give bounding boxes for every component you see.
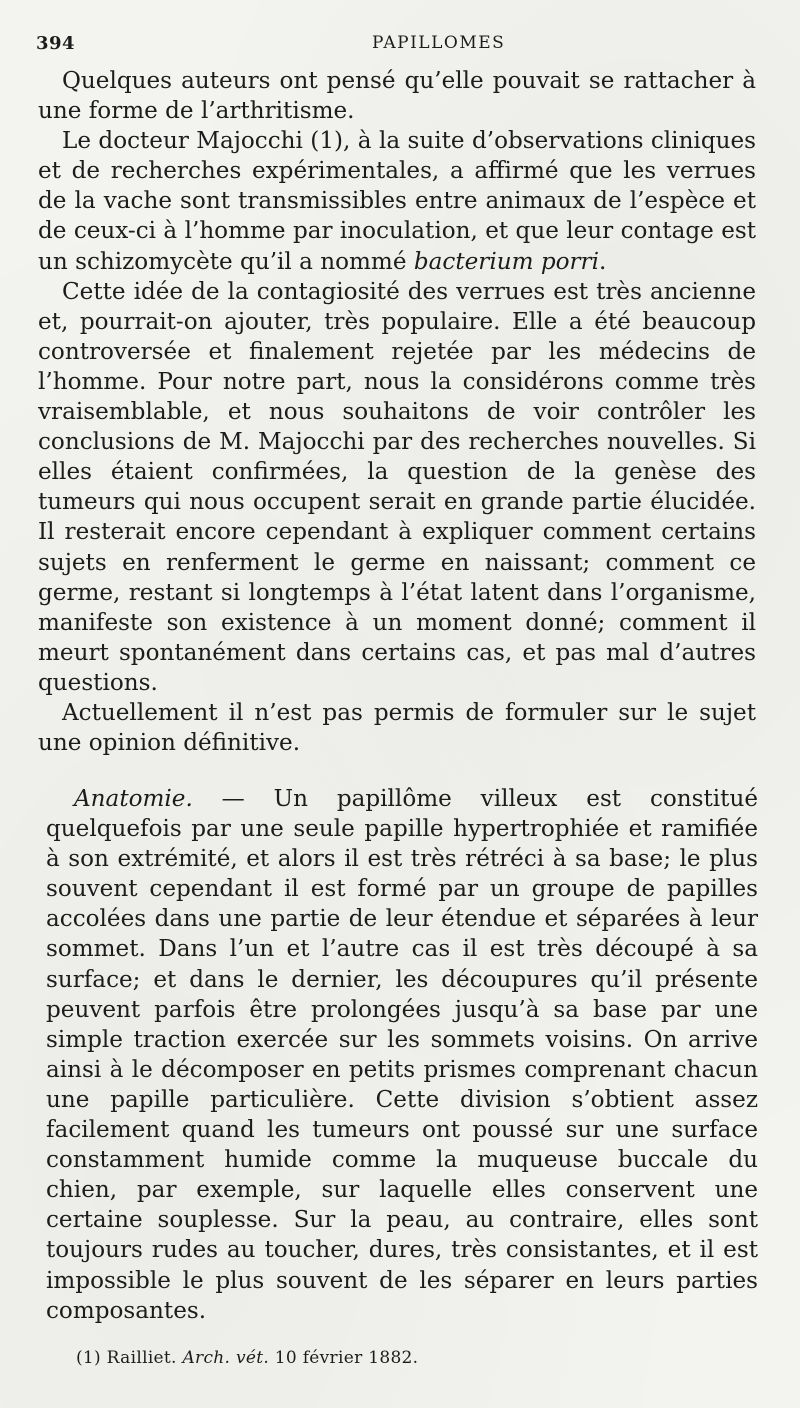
- paragraph-majocchi-end: .: [598, 248, 607, 275]
- paragraph-opinion: Actuellement il n’est pas permis de formuler sur le sujet une opinion définitive.: [38, 699, 756, 757]
- bacterium-name: bacterium porri: [413, 248, 599, 275]
- anatomy-text: Un papillôme villeux est constitué quelquefois par une seule papille hypertrophiée et ramifiée à son extrémité, et alors il est très rétréci à sa base; le plus souvent cependant il est formé par un groupe de papilles accolées dans une partie de leur étendue et séparées à leur sommet. Dans l’un et l’autre cas il est très découpé à sa surface; et dans le dernier, les découpures qu’il présente peuvent parfois être prolongées jusqu’à sa base par une simple traction exercée sur les sommets voisins. On arrive ainsi à le décomposer en petits prismes comprenant chacun une papille particulière. Cette division s’obtient assez facilement quand les tumeurs ont poussé sur une surface constamment humide comme la muqueuse buccale du chien, par exemple, sur laquelle elles conservent une certaine souplesse. Sur la peau, au contraire, elles sont toujours rudes au toucher, dures, très consistantes, et il est impossible le plus souvent de les séparer en leurs parties composantes.: [46, 786, 758, 1324]
- anatomy-section: [46, 784, 758, 1326]
- anatomy-paragraph: [46, 784, 758, 1326]
- paragraph-contagiosite: Cette idée de la contagiosité des verrues est très ancienne et, pourrait-on ajouter, très populaire. Elle a été beaucoup controversée et finalement rejetée par les médecins de l’homme. Pour notre part, nous la considérons comme très vraisemblable, et nous souhaitons de voir contrôler les conclusions de M. Majocchi par des recherches nouvelles. Si elles étaient confirmées, la question de la genèse des tumeurs qui nous occupent serait en grande partie élucidée. Il resterait encore cependant à expliquer comment certains sujets en renferment le germe en naissant; comment ce germe, restant si longtemps à l’état latent dans l’organisme, manifeste son existence à un moment donné; comment il meurt spontanément dans certains cas, et pas mal d’autres questions.: [38, 278, 756, 696]
- body-text: [38, 66, 756, 758]
- footnote-date: 10 février 1882.: [269, 1348, 419, 1368]
- footnote-journal: Arch. vét.: [182, 1348, 270, 1368]
- paragraph-majocchi-text: Le docteur Majocchi (1), à la suite d’observations cliniques et de recherches expérimentales, a affirmé que les verrues de la vache sont transmissibles entre animaux de l’espèce et de ceux-ci à l’homme par inoculation, et que leur contage est un schizomycète qu’il a nommé: [38, 128, 756, 275]
- footnote: [76, 1348, 418, 1368]
- footnote-marker: (1) Railliet.: [76, 1348, 183, 1368]
- paragraph-majocchi: [38, 126, 756, 276]
- page-header: [36, 33, 756, 61]
- running-title: PAPILLOMES: [372, 33, 506, 53]
- anatomy-dash: —: [192, 786, 274, 812]
- anatomy-heading: Anatomie.: [74, 786, 193, 812]
- page-number: 394: [36, 33, 76, 54]
- paragraph-arthritisme: Quelques auteurs ont pensé qu’elle pouvait se rattacher à une forme de l’arthritisme.: [38, 68, 756, 125]
